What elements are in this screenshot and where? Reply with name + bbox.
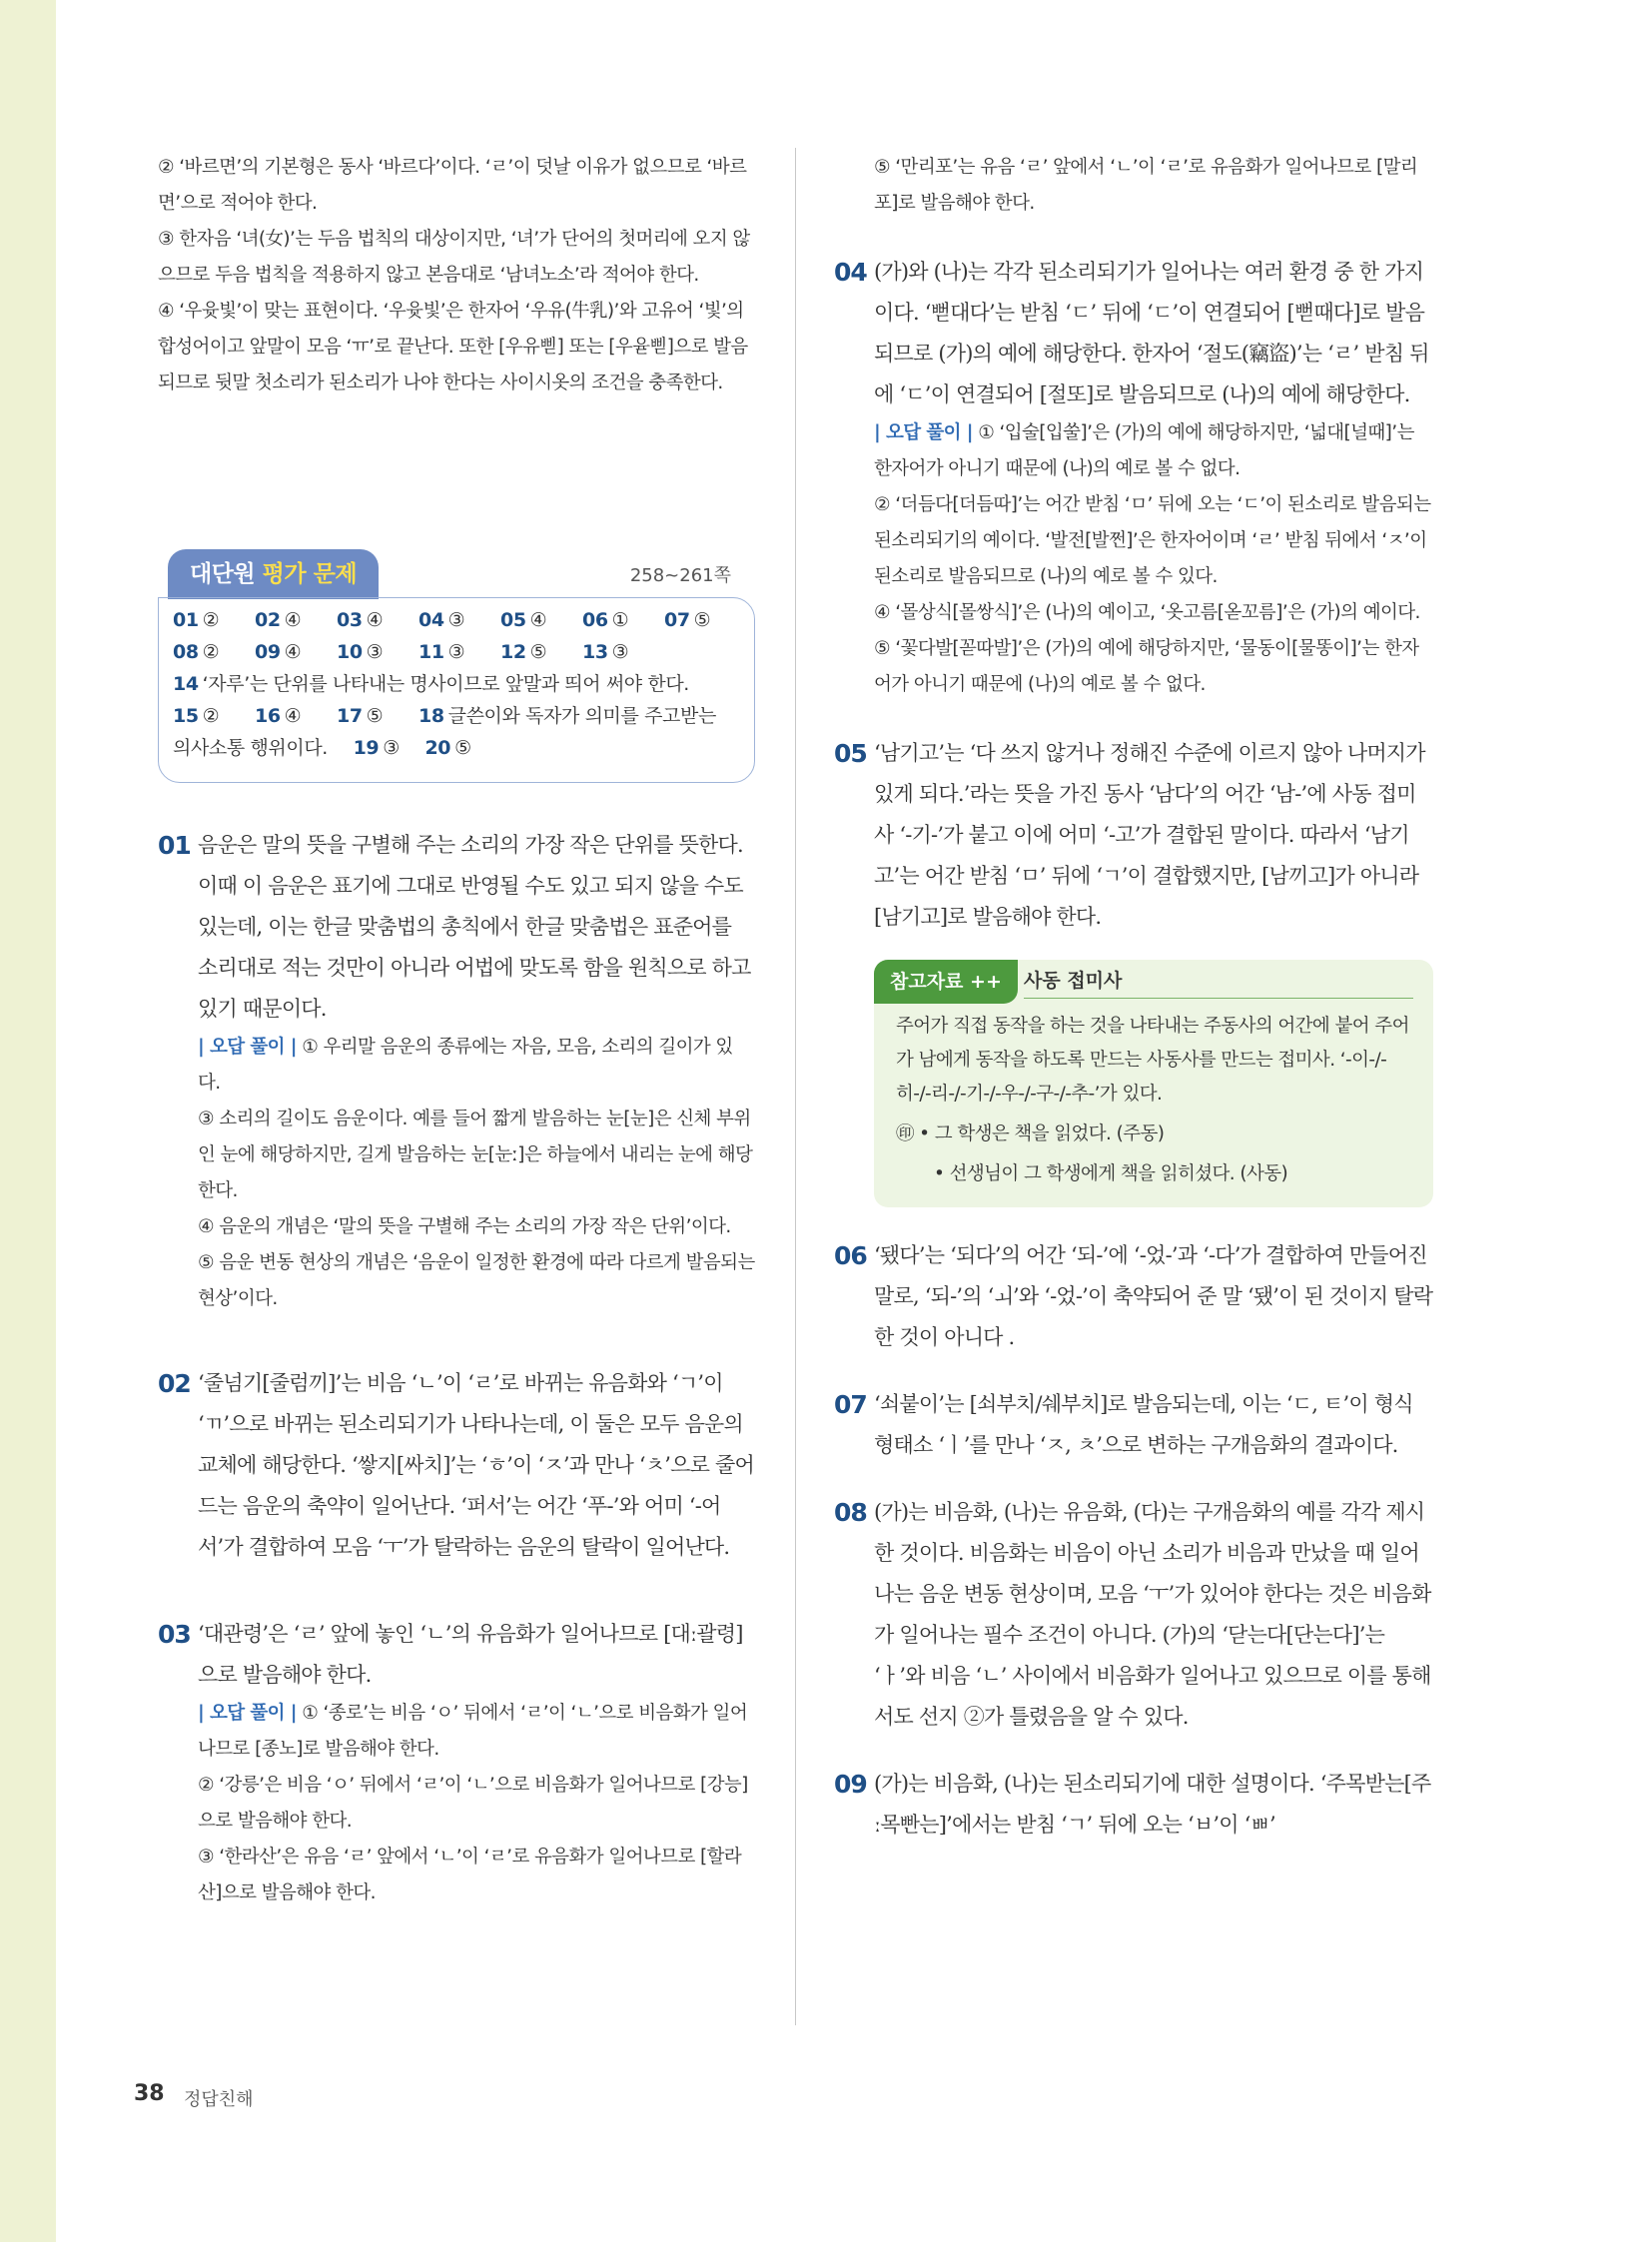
left-column bbox=[158, 150, 755, 1911]
wrong-answer-tag: | 오답 풀이 | bbox=[874, 422, 973, 443]
answer-grid bbox=[158, 597, 755, 783]
answer-row-3 bbox=[173, 668, 740, 700]
evaluation-box bbox=[158, 549, 755, 785]
question-body: (가)는 비음화, (나)는 유음화, (다)는 구개음화의 예를 각각 제시한 것이다. 비음화는 비음이 아닌 소리가 비음과 만났을 때 일어나는 음운 변동 현상이며, 모음 ‘ㅜ’가 있어야 한다는 것은 비음화가 일어나는 필수 조건이 아니다. (가)의 ‘닫는다[단는다]’는 ‘ㅏ’와 비음 ‘ㄴ’ 사이에서 비음화가 일어나고 있으므로 이를 통해서도 선지 ②가 틀렸음을 알 수 있다. bbox=[874, 1500, 1431, 1729]
evaluation-pages: 258~261쪽 bbox=[629, 565, 731, 586]
wrong-answer-explanation: | 오답 풀이 | ① ‘종로’는 비음 ‘ㅇ’ 뒤에서 ‘ㄹ’이 ‘ㄴ’으로 비음화가 일어나므로 [종노]로 발음해야 한다. bbox=[198, 1703, 748, 1760]
explanation-line: ④ ‘몰상식[몰쌍식]’은 (나)의 예이고, ‘옷고름[옫꼬름]’은 (가)의 예이다. bbox=[874, 602, 1420, 623]
explanation-line: ② ‘더듬다[더듬따]’는 어간 받침 ‘ㅁ’ 뒤에 오는 ‘ㄷ’이 된소리로 발음되는 된소리되기의 예이다. ‘발전[발쩐]’은 한자어이며 ‘ㄹ’ 받침 뒤에서 ‘ㅈ’이 된소리로 발음되므로 (나)의 예로 볼 수 있다. bbox=[874, 494, 1431, 587]
answer-row-5: 의사소통 행위이다. 19 ③ 20 ⑤ bbox=[173, 737, 471, 759]
answer-item: 08 ② bbox=[173, 641, 220, 663]
evaluation-title-prefix: 대단원 bbox=[190, 561, 256, 587]
answer-item: 04 ③ bbox=[418, 609, 465, 631]
right-column bbox=[834, 150, 1433, 1846]
answer-row-4 bbox=[173, 700, 740, 732]
question-08 bbox=[834, 1492, 1433, 1738]
question-number: 05 bbox=[834, 739, 867, 768]
answer-item: 03 ④ bbox=[337, 609, 384, 631]
answer-item: 06 ① bbox=[582, 609, 629, 631]
reference-box bbox=[874, 960, 1433, 1207]
wrong-answer-tag: | 오답 풀이 | bbox=[198, 1037, 297, 1058]
question-number: 07 bbox=[834, 1390, 867, 1419]
question-number: 03 bbox=[158, 1620, 191, 1649]
reference-body: 주어가 직접 동작을 하는 것을 나타내는 주동사의 어간에 붙어 주어가 남에게 동작을 하도록 만드는 사동사를 만드는 접미사. ‘-이-/-히-/-리-/-기-/-우-/-구-/-추-’가 있다. bbox=[896, 1016, 1409, 1105]
answer-item: 07 ⑤ bbox=[664, 609, 711, 631]
reference-underline bbox=[1024, 998, 1413, 999]
reference-title: 사동 접미사 bbox=[1024, 970, 1123, 992]
question-02 bbox=[158, 1363, 755, 1568]
answer-item: 05 ④ bbox=[500, 609, 547, 631]
evaluation-title-highlight: 평가 문제 bbox=[262, 561, 358, 587]
answer-item: 13 ③ bbox=[582, 641, 629, 663]
answer-row-2 bbox=[173, 636, 740, 668]
answer-row-1 bbox=[173, 604, 740, 636]
answer-item: 11 ③ bbox=[418, 641, 465, 663]
question-number: 04 bbox=[834, 258, 867, 287]
explanation-line: ⑤ 음운 변동 현상의 개념은 ‘음운이 일정한 환경에 따라 다르게 발음되는 현상’이다. bbox=[198, 1252, 755, 1309]
answer-item: 10 ③ bbox=[337, 641, 384, 663]
explanation-line: ④ 음운의 개념은 ‘말의 뜻을 구별해 주는 소리의 가장 작은 단위’이다. bbox=[198, 1216, 731, 1237]
explanation-line: ⑤ ‘꽃다발[꼳따발]’은 (가)의 예에 해당하지만, ‘물동이[물똥이]’는 한자어가 아니기 때문에 (나)의 예로 볼 수 없다. bbox=[874, 638, 1419, 695]
question-number: 06 bbox=[834, 1241, 867, 1270]
question-number: 01 bbox=[158, 831, 191, 860]
reference-example-1: ㊞ • 그 학생은 책을 읽었다. (주동) bbox=[896, 1123, 1165, 1144]
page-number: 38 bbox=[134, 2081, 165, 2106]
reference-tag: 참고자료 ++ bbox=[874, 960, 1018, 1004]
question-03 bbox=[158, 1614, 755, 1696]
answer-item: 17 ⑤ bbox=[337, 705, 384, 727]
book-title: 정답친해 bbox=[184, 2089, 254, 2110]
question-number: 09 bbox=[834, 1770, 867, 1799]
question-07 bbox=[834, 1384, 1433, 1466]
question-number: 08 bbox=[834, 1498, 867, 1527]
answer-item: 16 ④ bbox=[255, 705, 302, 727]
answer-item: 09 ④ bbox=[255, 641, 302, 663]
question-body: ‘쇠붙이’는 [쇠부치/쉐부치]로 발음되는데, 이는 ‘ㄷ, ㅌ’이 형식 형태소 ‘ㅣ’를 만나 ‘ㅈ, ㅊ’으로 변하는 구개음화의 결과이다. bbox=[874, 1392, 1413, 1457]
explanation-line: ② ‘강릉’은 비음 ‘ㅇ’ 뒤에서 ‘ㄹ’이 ‘ㄴ’으로 비음화가 일어나므로 [강능]으로 발음해야 한다. bbox=[198, 1775, 748, 1832]
intro-paragraph-3: ③ 한자음 ‘녀(女)’는 두음 법칙의 대상이지만, ‘녀’가 단어의 첫머리에 오지 않으므로 두음 법칙을 적용하지 않고 본음대로 ‘남녀노소’라 적어야 한다. bbox=[158, 229, 750, 286]
question-number: 02 bbox=[158, 1369, 191, 1398]
answer-text: 의사소통 행위이다. bbox=[173, 737, 328, 759]
question-body: ‘줄넘기[줄럼끼]’는 비음 ‘ㄴ’이 ‘ㄹ’로 바뀌는 유음화와 ‘ㄱ’이 ‘ㄲ’으로 바뀌는 된소리되기가 나타나는데, 이 둘은 모두 음운의 교체에 해당한다. ‘쌓지[싸치]’는 ‘ㅎ’이 ‘ㅈ’과 만나 ‘ㅊ’으로 줄어드는 음운의 축약이 일어난다. ‘퍼서’는 어간 ‘푸-’와 어미 ‘-어서’가 결합하여 모음 ‘ㅜ’가 탈락하는 음운의 탈락이 일어난다. bbox=[198, 1371, 754, 1559]
question-body: (가)와 (나)는 각각 된소리되기가 일어나는 여러 환경 중 한 가지이다. ‘뻗대다’는 받침 ‘ㄷ’ 뒤에 ‘ㄷ’이 연결되어 [뻗때다]로 발음되므로 (가)의 예에 해당한다. 한자어 ‘절도(竊盜)’는 ‘ㄹ’ 받침 뒤에 ‘ㄷ’이 연결되어 [절또]로 발음되므로 (나)의 예에 해당한다. bbox=[874, 260, 1429, 406]
reference-example-2: • 선생님이 그 학생에게 책을 읽히셨다. (사동) bbox=[934, 1163, 1288, 1184]
answer-item: 15 ② bbox=[173, 705, 220, 727]
wrong-answer-explanation: | 오답 풀이 | ① ‘입술[입쑬]’은 (가)의 예에 해당하지만, ‘넓대[널때]’는 한자어가 아니기 때문에 (나)의 예로 볼 수 없다. bbox=[874, 422, 1414, 479]
question-body: (가)는 비음화, (나)는 된소리되기에 대한 설명이다. ‘주목받는[주ː목빤는]’에서는 받침 ‘ㄱ’ 뒤에 오는 ‘ㅂ’이 ‘ㅃ’ bbox=[874, 1772, 1431, 1837]
wrong-answer-tag: | 오답 풀이 | bbox=[198, 1703, 297, 1724]
answer-item: 12 ⑤ bbox=[500, 641, 547, 663]
explanation-line: ③ 소리의 길이도 음운이다. 예를 들어 짧게 발음하는 눈[눈]은 신체 부위인 눈에 해당하지만, 길게 발음하는 눈[눈ː]은 하늘에서 내리는 눈에 해당한다. bbox=[198, 1109, 753, 1201]
question-body: ‘됐다’는 ‘되다’의 어간 ‘되-’에 ‘-었-’과 ‘-다’가 결합하여 만들어진 말로, ‘되-’의 ‘ㅚ’와 ‘-었-’이 축약되어 준 말 ‘됐’이 된 것이지 탈락한 것이 아니다 . bbox=[874, 1243, 1433, 1349]
column-divider bbox=[795, 148, 796, 2025]
answer-num: 14 bbox=[173, 673, 199, 695]
answer-text: ‘자루’는 단위를 나타내는 명사이므로 앞말과 띄어 써야 한다. bbox=[202, 673, 689, 695]
answer-text: 글쓴이와 독자가 의미를 주고받는 bbox=[447, 705, 716, 727]
question-body: ‘대관령’은 ‘ㄹ’ 앞에 놓인 ‘ㄴ’의 유음화가 일어나므로 [대ː괄령]으로 발음해야 한다. bbox=[198, 1622, 743, 1687]
evaluation-tab bbox=[168, 549, 379, 599]
question-body: 음운은 말의 뜻을 구별해 주는 소리의 가장 작은 단위를 뜻한다. 이때 이 음운은 표기에 그대로 반영될 수도 있고 되지 않을 수도 있는데, 이는 한글 맞춤법의 총칙에서 한글 맞춤법은 표준어를 소리대로 적는 것만이 아니라 어법에 맞도록 함을 원칙으로 하고 있기 때문이다. bbox=[198, 833, 751, 1021]
intro-paragraph-4: ④ ‘우윳빛’이 맞는 표현이다. ‘우윳빛’은 한자어 ‘우유(牛乳)’와 고유어 ‘빛’의 합성어이고 앞말이 모음 ‘ㅠ’로 끝난다. 또한 [우유삗] 또는 [우윧삗]으로 발음되므로 뒷말 첫소리가 된소리가 나야 한다는 사이시옷의 조건을 충족한다. bbox=[158, 301, 748, 393]
question-09 bbox=[834, 1764, 1433, 1846]
answer-num: 18 bbox=[418, 705, 444, 727]
intro-paragraph-2: ② ‘바르면’의 기본형은 동사 ‘바르다’이다. ‘ㄹ’이 덧날 이유가 없으므로 ‘바르면’으로 적어야 한다. bbox=[158, 157, 747, 214]
explanation-line: ⑤ ‘만리포’는 유음 ‘ㄹ’ 앞에서 ‘ㄴ’이 ‘ㄹ’로 유음화가 일어나므로 [말리포]로 발음해야 한다. bbox=[874, 157, 1418, 214]
answer-item: 02 ④ bbox=[255, 609, 302, 631]
question-04 bbox=[834, 252, 1433, 415]
wrong-answer-explanation: | 오답 풀이 | ① 우리말 음운의 종류에는 자음, 모음, 소리의 길이가 있다. bbox=[198, 1037, 733, 1094]
question-06 bbox=[834, 1235, 1433, 1358]
question-01 bbox=[158, 825, 755, 1030]
reference-header bbox=[874, 960, 1433, 1004]
answer-item: 01 ② bbox=[173, 609, 220, 631]
question-05 bbox=[834, 733, 1433, 938]
question-body: ‘남기고’는 ‘다 쓰지 않거나 정해진 수준에 이르지 않아 나머지가 있게 되다.’라는 뜻을 가진 동사 ‘남다’의 어간 ‘남-’에 사동 접미사 ‘-기-’가 붙고 이에 어미 ‘-고’가 결합된 말이다. 따라서 ‘남기고’는 어간 받침 ‘ㅁ’ 뒤에 ‘ㄱ’이 결합했지만, [남끼고]가 아니라 [남기고]로 발음해야 한다. bbox=[874, 741, 1425, 929]
side-band bbox=[0, 0, 56, 2242]
explanation-line: ③ ‘한라산’은 유음 ‘ㄹ’ 앞에서 ‘ㄴ’이 ‘ㄹ’로 유음화가 일어나므로 [할라산]으로 발음해야 한다. bbox=[198, 1847, 742, 1903]
